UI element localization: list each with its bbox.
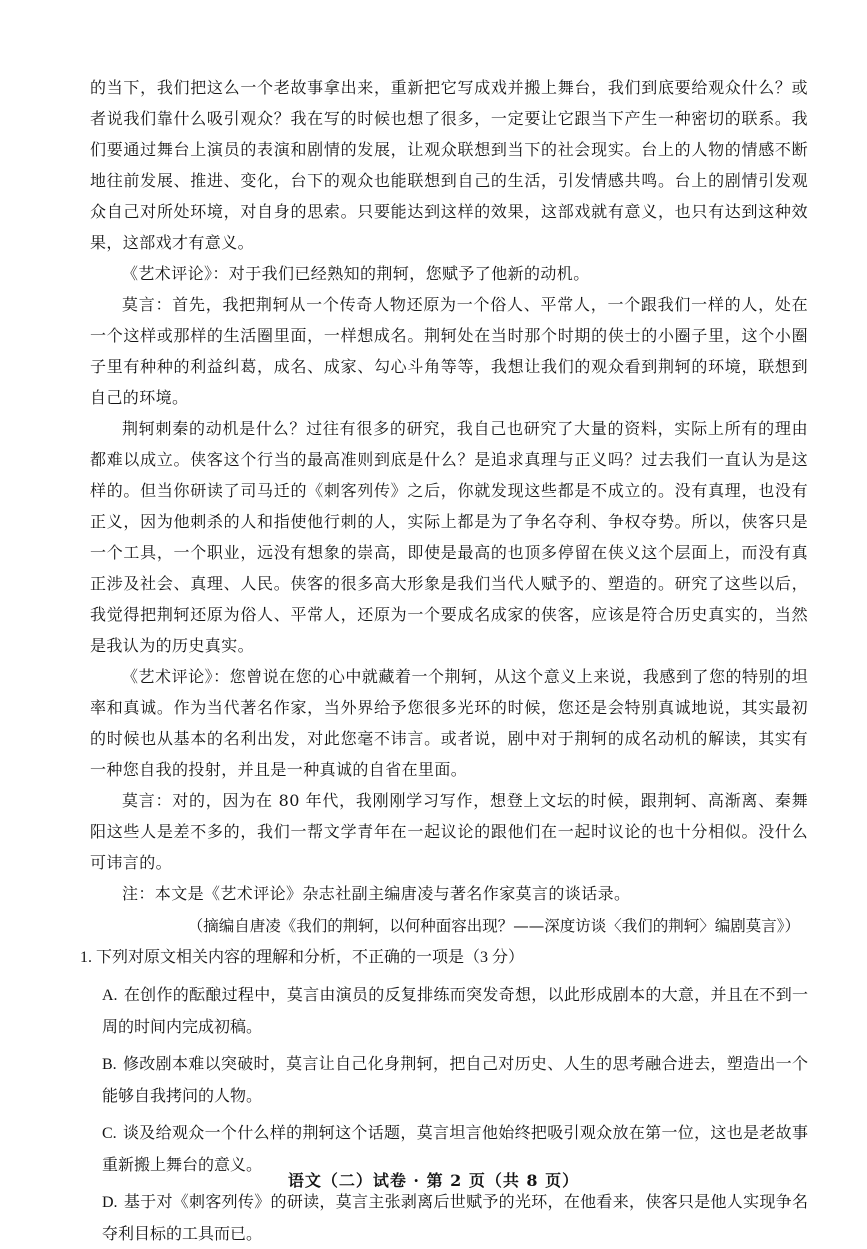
source-citation: （摘编自唐凌《我们的荆轲，以何种面容出现？——深度访谈〈我们的荆轲〉编剧莫言》） xyxy=(187,917,800,935)
paragraph-5: 《艺术评论》：您曾说在您的心中就藏着一个荆轲，从这个意义上来说，我感到了您的特别的坦率和真诚。作为当代著名作家，当外界给予您很多光环的时候，您还是会特别真诚地说，其实最初的时候也从基本的名利出发，对此您毫不讳言。或者说，剧中对于荆轲的成名动机的解读，其实有一种您自我的投射，并且是一种真诚的自省在里面。 xyxy=(90,667,808,779)
note: 注：本文是《艺术评论》杂志社副主编唐凌与著名作家莫言的谈话录。 xyxy=(122,884,631,903)
option-d-text: 基于对《刺客列传》的研读，莫言主张剥离后世赋予的光环，在他看来，侠客只是他人实现争名夺利目标的工具而已。 xyxy=(102,1192,808,1243)
exam-page xyxy=(80,72,808,1249)
page-footer: 语文（二）试卷 · 第 2 页（共 8 页） xyxy=(287,1171,580,1190)
option-c-text: 谈及给观众一个什么样的荆轲这个话题，莫言坦言他始终把吸引观众放在第一位，这也是老故事重新搬上舞台的意义。 xyxy=(102,1123,808,1174)
option-d-label: D. xyxy=(102,1194,118,1211)
option-a-label: A. xyxy=(102,987,118,1004)
paragraph-3: 莫言：首先，我把荆轲从一个传奇人物还原为一个俗人、平常人，一个跟我们一样的人，处在一个这样或那样的生活圈里面，一样想成名。荆轲处在当时那个时期的侠士的小圈子里，这个小圈子里有种种的利益纠葛，成名、成家、勾心斗角等等，我想让我们的观众看到荆轲的环境，联想到自己的环境。 xyxy=(90,295,808,407)
option-a xyxy=(102,979,808,1042)
option-a-text: 在创作的酝酿过程中，莫言由演员的反复排练而突发奇想，以此形成剧本的大意，并且在不到一周的时间内完成初稿。 xyxy=(102,985,808,1036)
option-c-label: C. xyxy=(102,1125,117,1142)
option-d xyxy=(102,1186,808,1249)
paragraph-6: 莫言：对的，因为在 80 年代，我刚刚学习写作，想登上文坛的时候，跟荆轲、高渐离、秦舞阳这些人是差不多的，我们一帮文学青年在一起议论的跟他们在一起时议论的也十分相似。没什么可讳言的。 xyxy=(90,791,808,872)
option-b-label: B. xyxy=(102,1056,117,1073)
option-b-text: 修改剧本难以突破时，莫言让自己化身荆轲，把自己对历史、人生的思考融合进去，塑造出一个能够自我拷问的人物。 xyxy=(102,1054,808,1105)
paragraph-2: 《艺术评论》：对于我们已经熟知的荆轲，您赋予了他新的动机。 xyxy=(122,264,590,283)
option-b xyxy=(102,1048,808,1111)
paragraph-1: 的当下，我们把这么一个老故事拿出来，重新把它写成戏并搬上舞台，我们到底要给观众什么？或者说我们靠什么吸引观众？我在写的时候也想了很多，一定要让它跟当下产生一种密切的联系。我们要通过舞台上演员的表演和剧情的发展，让观众联想到当下的社会现实。台上的人物的情感不断地往前发展、推进、变化，台下的观众也能联想到自己的生活，引发情感共鸣。台上的剧情引发观众自己对所处环境，对自身的思索。只要能达到这样的效果，这部戏就有意义，也只有达到这种效果，这部戏才有意义。 xyxy=(90,78,808,252)
question-stem: 1. 下列对原文相关内容的理解和分析，不正确的一项是（3 分） xyxy=(80,949,525,966)
paragraph-4: 荆轲刺秦的动机是什么？过往有很多的研究，我自己也研究了大量的资料，实际上所有的理由都难以成立。侠客这个行当的最高准则到底是什么？是追求真理与正义吗？过去我们一直认为是这样的。但当你研读了司马迁的《刺客列传》之后，你就发现这些都是不成立的。没有真理，也没有正义，因为他刺杀的人和指使他行刺的人，实际上都是为了争名夺利、争权夺势。所以，侠客只是一个工具，一个职业，远没有想象的崇高，即使是最高的也顶多停留在侠义这个层面上，而没有真正涉及社会、真理、人民。侠客的很多高大形象是我们当代人赋予的、塑造的。研究了这些以后，我觉得把荆轲还原为俗人、平常人，还原为一个要成名成家的侠客，应该是符合历史真实的，当然是我认为的历史真实。 xyxy=(90,419,808,655)
